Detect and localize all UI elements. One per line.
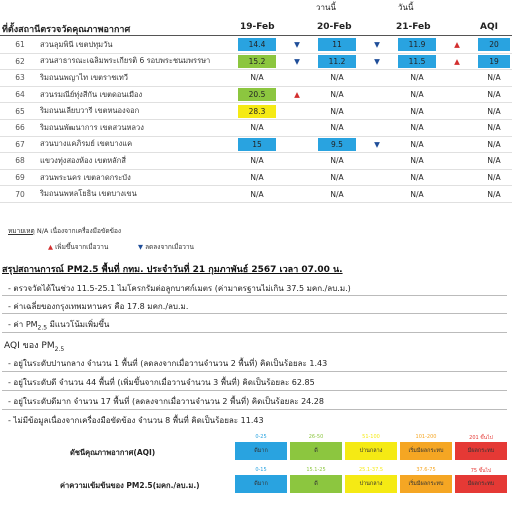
triangle-down-icon: ▼: [294, 40, 300, 50]
pm-range-label: 15.1-25: [306, 467, 326, 473]
trend-20-21: [358, 153, 396, 170]
trend-aqi: [438, 153, 476, 170]
note-line: [8, 226, 121, 236]
aqi-value-cell: [476, 186, 512, 203]
value-19-feb-cell: [236, 53, 278, 70]
aqi-value: 20: [478, 38, 510, 51]
triangle-up-icon: ▲: [454, 40, 460, 50]
value-21-feb-cell: [396, 70, 438, 87]
station-table: [0, 37, 512, 203]
value-19-feb-cell: [236, 86, 278, 103]
value-21-feb: N/A: [410, 73, 424, 83]
pm-range-label: 0-15: [255, 467, 267, 473]
triangle-down-icon: ▼: [374, 56, 380, 66]
value-19-feb-cell: [236, 37, 278, 53]
table-row: [0, 37, 512, 53]
value-20-feb-cell: [316, 70, 358, 87]
value-20-feb: N/A: [330, 73, 344, 83]
value-20-feb: 9.5: [318, 138, 356, 151]
today-header: วันนี้: [398, 3, 414, 12]
aqi-col: AQI: [480, 22, 498, 32]
value-19-feb: 15: [238, 138, 276, 151]
station-number: 69: [0, 169, 40, 186]
trend-aqi: [438, 169, 476, 186]
value-19-feb-cell: [236, 169, 278, 186]
value-20-feb-cell: [316, 153, 358, 170]
trend-20-21: [358, 37, 396, 53]
table-row: [0, 186, 512, 203]
value-20-feb: N/A: [330, 156, 344, 166]
triangle-down-icon: ▼: [374, 139, 380, 149]
divider: [2, 332, 507, 333]
value-19-feb: N/A: [250, 123, 264, 133]
aqi-value: N/A: [487, 90, 501, 100]
aqi-heading-sub: 2.5: [54, 345, 65, 353]
value-19-feb-cell: [236, 186, 278, 203]
aqi-range-label: 26-50: [308, 434, 324, 440]
value-20-feb-cell: [316, 136, 358, 153]
trend-aqi: [438, 119, 476, 136]
value-21-feb: N/A: [410, 173, 424, 183]
triangle-up-icon: ▲: [294, 90, 300, 100]
trend-19-20: [278, 136, 316, 153]
legend-down-text: ลดลงจากเมื่อวาน: [145, 243, 194, 251]
aqi-level-swatch: มีผลกระทบ: [455, 442, 507, 460]
table-row: [0, 153, 512, 170]
value-21-feb: N/A: [410, 123, 424, 133]
value-19-feb-cell: [236, 70, 278, 87]
value-21-feb-cell: [396, 153, 438, 170]
value-21-feb-cell: [396, 53, 438, 70]
value-20-feb: N/A: [330, 90, 344, 100]
date-col-3: 21-Feb: [396, 22, 431, 32]
aqi-value-cell: [476, 136, 512, 153]
station-number: 62: [0, 53, 40, 70]
triangle-down-icon: ▼: [374, 40, 380, 50]
trend-19-20: [278, 37, 316, 53]
value-19-feb: N/A: [250, 73, 264, 83]
aqi-range-label: 0-25: [255, 434, 267, 440]
value-20-feb: N/A: [330, 189, 344, 199]
triangle-down-icon: ▼: [138, 243, 143, 251]
value-21-feb-cell: [396, 103, 438, 120]
aqi-bullet-3: - อยู่ในระดับดีมาก จำนวน 17 พื้นที่ (ลดลงจากเมื่อวานจำนวน 2 พื้นที่) คิดเป็นร้อยละ 24.28: [8, 397, 324, 406]
station-number: 61: [0, 37, 40, 53]
summary-bullet-1: - ตรวจวัดได้ในช่วง 11.5-25.1 ไมโครกรัมต่อลูกบาศก์เมตร (ค่ามาตรฐานไม่เกิน 37.5 มคก./ลบ.ม.): [8, 284, 351, 293]
table-header-row: [0, 21, 512, 35]
triangle-up-icon: ▲: [454, 56, 460, 66]
note-text: N/A เนื่องจากเครื่องมือขัดข้อง: [36, 227, 122, 235]
aqi-value: N/A: [487, 189, 501, 199]
trend-20-21: [358, 169, 396, 186]
station-number: 70: [0, 186, 40, 203]
station-name: ริมถนนเลียบวารี เขตหนองจอก: [40, 103, 236, 120]
pm-range-label: 37.6-75: [416, 467, 436, 473]
summary-bullet-3: [8, 318, 109, 332]
aqi-value-cell: [476, 103, 512, 120]
value-20-feb-cell: [316, 53, 358, 70]
value-19-feb: 15.2: [238, 55, 276, 68]
value-20-feb: N/A: [330, 123, 344, 133]
value-20-feb-cell: [316, 169, 358, 186]
table-row: [0, 86, 512, 103]
divider: [2, 409, 507, 410]
table-row: [0, 119, 512, 136]
legend-down: [138, 242, 194, 252]
value-20-feb: N/A: [330, 106, 344, 116]
pm-text: - ค่า PM: [8, 320, 38, 329]
value-19-feb: N/A: [250, 189, 264, 199]
aqi-heading-text: AQI ของ PM: [4, 341, 55, 351]
station-number: 66: [0, 119, 40, 136]
value-21-feb-cell: [396, 86, 438, 103]
divider: [2, 313, 507, 314]
trend-19-20: [278, 86, 316, 103]
table-row: [0, 169, 512, 186]
trend-19-20: [278, 119, 316, 136]
value-21-feb: N/A: [410, 189, 424, 199]
summary-title: สรุปสถานการณ์ PM2.5 พื้นที่ กทม. ประจำวันที่ 21 กุมภาพันธ์ 2567 เวลา 07.00 น.: [2, 265, 343, 275]
station-name: ริมถนนพัฒนาการ เขตสวนหลวง: [40, 119, 236, 136]
aqi-level-swatch: ปานกลาง: [345, 442, 397, 460]
value-20-feb: 11: [318, 38, 356, 51]
value-21-feb-cell: [396, 186, 438, 203]
aqi-value-cell: [476, 153, 512, 170]
value-20-feb: 11.2: [318, 55, 356, 68]
pm-level-swatch: ดี: [290, 475, 342, 493]
aqi-level-swatch: ดีมาก: [235, 442, 287, 460]
value-19-feb-cell: [236, 119, 278, 136]
station-number: 67: [0, 136, 40, 153]
aqi-value-cell: [476, 37, 512, 53]
station-number: 68: [0, 153, 40, 170]
trend-20-21: [358, 136, 396, 153]
trend-aqi: [438, 70, 476, 87]
trend-20-21: [358, 53, 396, 70]
aqi-range-label: 101-200: [415, 434, 437, 440]
aqi-level-swatch: ดี: [290, 442, 342, 460]
value-21-feb: 11.9: [398, 38, 436, 51]
header-divider: [0, 35, 512, 36]
triangle-down-icon: ▼: [294, 56, 300, 66]
value-19-feb-cell: [236, 153, 278, 170]
pm-level-swatch: ดีมาก: [235, 475, 287, 493]
value-19-feb: 20.5: [238, 88, 276, 101]
aqi-value-cell: [476, 70, 512, 87]
aqi-value: N/A: [487, 73, 501, 83]
legend-up: [48, 242, 108, 252]
value-21-feb: N/A: [410, 139, 424, 149]
trend-19-20: [278, 169, 316, 186]
date-col-1: 19-Feb: [240, 22, 275, 32]
value-21-feb: N/A: [410, 106, 424, 116]
aqi-bullet-4: - ไม่มีข้อมูลเนื่องจากเครื่องมือขัดข้อง จำนวน 8 พื้นที่ คิดเป็นร้อยละ 11.43: [8, 416, 264, 425]
value-21-feb: N/A: [410, 156, 424, 166]
table-row: [0, 103, 512, 120]
pm-trend: มีแนวโน้มเพิ่มขึ้น: [47, 320, 110, 329]
station-name: สวนสาธารณะเฉลิมพระเกียรติ 6 รอบพระชนมพรรษา: [40, 53, 236, 70]
divider: [2, 371, 507, 372]
station-name: สวนพระนคร เขตลาดกระบัง: [40, 169, 236, 186]
aqi-value-cell: [476, 86, 512, 103]
trend-20-21: [358, 103, 396, 120]
value-21-feb: N/A: [410, 90, 424, 100]
trend-19-20: [278, 153, 316, 170]
aqi-value: N/A: [487, 156, 501, 166]
trend-19-20: [278, 70, 316, 87]
station-name: ริมถนนพหลโยธิน เขตบางเขน: [40, 186, 236, 203]
aqi-value: N/A: [487, 139, 501, 149]
aqi-value: N/A: [487, 173, 501, 183]
yesterday-header: วานนี้: [316, 3, 336, 12]
aqi-value-cell: [476, 119, 512, 136]
trend-19-20: [278, 103, 316, 120]
trend-aqi: [438, 53, 476, 70]
value-19-feb: 28.3: [238, 105, 276, 118]
aqi-range-label: 201 ขึ้นไป: [469, 435, 493, 441]
value-20-feb: N/A: [330, 173, 344, 183]
value-20-feb-cell: [316, 119, 358, 136]
pm-range-label: 75 ขึ้นไป: [470, 468, 492, 474]
value-21-feb-cell: [396, 37, 438, 53]
pm-scale-label: ค่าความเข้มข้นของ PM2.5(มคก./ลบ.ม.): [60, 481, 200, 490]
value-21-feb: 11.5: [398, 55, 436, 68]
station-number: 64: [0, 86, 40, 103]
value-20-feb-cell: [316, 186, 358, 203]
aqi-value: N/A: [487, 106, 501, 116]
aqi-value-cell: [476, 169, 512, 186]
aqi-bullet-1: - อยู่ในระดับปานกลาง จำนวน 1 พื้นที่ (ลดลงจากเมื่อวานจำนวน 2 พื้นที่) คิดเป็นร้อยละ 1.43: [8, 359, 328, 368]
station-name: แขวงทุ่งสองห้อง เขตหลักสี่: [40, 153, 236, 170]
station-number: 65: [0, 103, 40, 120]
trend-aqi: [438, 186, 476, 203]
trend-aqi: [438, 37, 476, 53]
trend-20-21: [358, 70, 396, 87]
station-name: สวนรมณีย์ทุ่งสีกัน เขตดอนเมือง: [40, 86, 236, 103]
value-19-feb: N/A: [250, 156, 264, 166]
value-19-feb: N/A: [250, 173, 264, 183]
aqi-range-label: 51-100: [362, 434, 380, 440]
station-name: สวนบางแคภิรมย์ เขตบางแค: [40, 136, 236, 153]
summary-bullet-2: - ค่าเฉลี่ยของกรุงเทพมหานคร คือ 17.8 มคก./ลบ.ม.: [8, 302, 189, 311]
pm-level-swatch: ปานกลาง: [345, 475, 397, 493]
value-20-feb-cell: [316, 103, 358, 120]
pm-sub: 2.5: [37, 324, 48, 332]
aqi-value: N/A: [487, 123, 501, 133]
trend-aqi: [438, 103, 476, 120]
value-21-feb-cell: [396, 169, 438, 186]
table-row: [0, 70, 512, 87]
value-19-feb-cell: [236, 136, 278, 153]
trend-19-20: [278, 186, 316, 203]
station-name: ริมถนนพญาไท เขตราชเทวี: [40, 70, 236, 87]
trend-aqi: [438, 86, 476, 103]
pm-level-swatch: มีผลกระทบ: [455, 475, 507, 493]
aqi-value: 19: [478, 55, 510, 68]
value-19-feb: 14.4: [238, 38, 276, 51]
station-title: ที่ตั้งสถานีตรวจวัดคุณภาพอากาศ: [2, 25, 131, 35]
trend-19-20: [278, 53, 316, 70]
station-number: 63: [0, 70, 40, 87]
trend-20-21: [358, 186, 396, 203]
date-col-2: 20-Feb: [317, 22, 352, 32]
trend-aqi: [438, 136, 476, 153]
value-21-feb-cell: [396, 119, 438, 136]
table-row: [0, 136, 512, 153]
triangle-up-icon: ▲: [48, 243, 53, 251]
value-19-feb-cell: [236, 103, 278, 120]
legend-up-text: เพิ่มขึ้นจากเมื่อวาน: [55, 243, 109, 251]
aqi-scale-label: ดัชนีคุณภาพอากาศ(AQI): [70, 448, 156, 457]
value-21-feb-cell: [396, 136, 438, 153]
note-label: หมายเหตุ: [8, 227, 35, 235]
station-name: สวนลุมพินี เขตปทุมวัน: [40, 37, 236, 53]
pm-range-label: 25.1-37.5: [358, 467, 384, 473]
divider: [2, 295, 507, 296]
value-20-feb-cell: [316, 86, 358, 103]
aqi-heading: [4, 338, 64, 353]
value-20-feb-cell: [316, 37, 358, 53]
table-row: [0, 53, 512, 70]
trend-20-21: [358, 86, 396, 103]
aqi-value-cell: [476, 53, 512, 70]
divider: [2, 390, 507, 391]
aqi-bullet-2: - อยู่ในระดับดี จำนวน 44 พื้นที่ (เพิ่มขึ้นจากเมื่อวานจำนวน 3 พื้นที่) คิดเป็นร้อยละ 62.85: [8, 378, 315, 387]
pm-level-swatch: เริ่มมีผลกระทบ: [400, 475, 452, 493]
aqi-scale: [0, 430, 512, 512]
aqi-level-swatch: เริ่มมีผลกระทบ: [400, 442, 452, 460]
trend-20-21: [358, 119, 396, 136]
